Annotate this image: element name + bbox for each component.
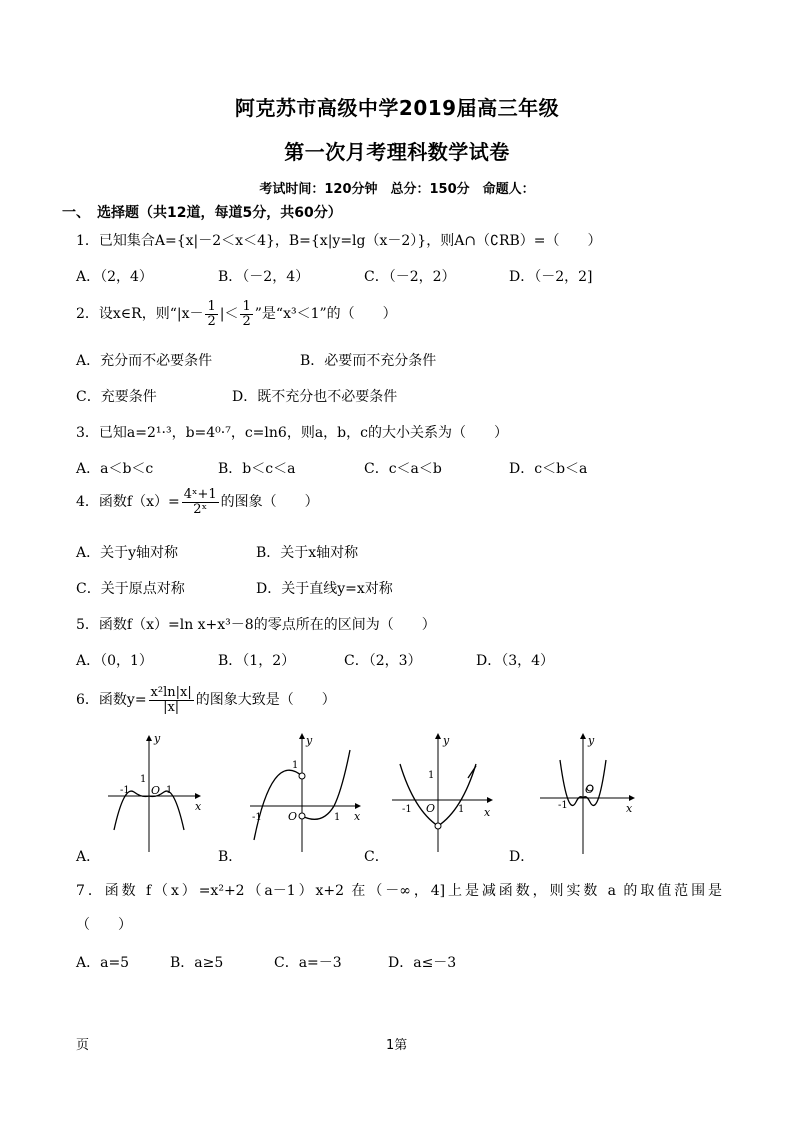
graph-c-y-label: y (443, 734, 450, 747)
graph-b-x-label: x (354, 810, 361, 823)
q7-option-c: C．a=－3 (274, 955, 342, 971)
graph-b-y-one: 1 (292, 760, 299, 771)
q3-option-c: C．c＜a＜b (364, 461, 442, 477)
q4-frac-numerator: 4ˣ+1 (183, 487, 217, 502)
q2-option-d: D．既不充分也不必要条件 (232, 389, 398, 405)
q6-text-pre: 6．函数y= (76, 692, 147, 709)
graph-b-y-label: y (306, 734, 313, 747)
graph-c-x-label: x (484, 806, 491, 819)
q6-option-a: A． (76, 849, 101, 865)
q1-option-b: B．（－2，4） (218, 269, 310, 285)
question-4-stem (76, 488, 319, 516)
graph-a-origin: O (151, 784, 161, 797)
q2-frac2-numerator: 1 (242, 299, 251, 314)
q4-option-d: D．关于直线y=x对称 (256, 581, 393, 597)
question-3-stem: 3．已知a=2¹·³，b=4⁰·⁷，c=ln6，则a，b，c的大小关系为（ ） (76, 425, 508, 441)
q2-fraction-1 (205, 300, 217, 328)
q4-option-b: B．关于x轴对称 (256, 545, 359, 561)
graph-b-origin: O (288, 810, 298, 823)
q2-text-post: ”是“x³＜1”的（ ） (254, 306, 397, 323)
footer-page-number: 1第 (386, 1038, 408, 1053)
q4-fraction (182, 488, 219, 516)
q7-option-b: B．a≥5 (170, 955, 224, 971)
question-5-stem: 5．函数f（x）=ln x+x³－8的零点所在的区间为（ ） (76, 617, 436, 633)
q4-frac-denominator: 2ˣ (193, 501, 208, 517)
graph-d-x-label: x (626, 802, 633, 815)
q5-option-d: D．（3，4） (476, 653, 555, 669)
q6-frac-numerator: x²ln|x| (150, 685, 192, 700)
question-6-stem (76, 686, 336, 714)
q6-fraction (149, 686, 194, 714)
q6-graph-d (530, 730, 640, 855)
exam-subtitle: 第一次月考理科数学试卷 (284, 140, 510, 164)
footer-page-label: 页 (76, 1038, 90, 1053)
question-7-stem-cont: （ ） (76, 917, 132, 933)
q1-option-a: A．（2，4） (76, 269, 153, 285)
q2-frac2-denominator: 2 (242, 313, 251, 329)
q3-option-a: A．a＜b＜c (76, 461, 154, 477)
graph-d-y-label: y (588, 734, 595, 747)
q2-fraction-2 (240, 300, 252, 328)
q2-text-mid: |＜ (219, 306, 239, 323)
q2-frac1-numerator: 1 (207, 299, 216, 314)
q4-option-a: A．关于y轴对称 (76, 545, 179, 561)
q5-option-c: C．（2，3） (344, 653, 422, 669)
exam-info: 考试时间：120分钟 总分：150分 命题人： (259, 182, 535, 197)
graph-a-y-label: y (154, 732, 161, 745)
graph-d-minus-one: -1 (558, 800, 568, 811)
graph-b-minus-one: -1 (252, 812, 262, 823)
question-2-stem (76, 300, 397, 328)
q7-option-a: A．a=5 (76, 955, 130, 971)
graph-b-one: 1 (334, 812, 341, 823)
q1-option-d: D．（－2，2] (509, 269, 593, 285)
section-heading: 一、 选择题（共12道，每道5分，共60分） (62, 205, 342, 221)
q6-graph-a (100, 730, 210, 855)
q6-graph-c (388, 730, 498, 855)
graph-c-minus-one: -1 (402, 804, 412, 815)
graph-c-origin: O (426, 802, 436, 815)
graph-d-origin: O (585, 783, 595, 796)
question-1-stem: 1．已知集合A={x|－2＜x＜4}，B={x|y=lg（x－2）}，则A∩（∁RB）=（ ） (76, 233, 602, 249)
q2-option-a: A．充分而不必要条件 (76, 353, 213, 369)
q1-option-c: C．（－2，2） (364, 269, 456, 285)
q4-text-post: 的图象（ ） (220, 494, 319, 511)
q6-option-c: C． (364, 849, 389, 865)
q2-frac1-denominator: 2 (207, 313, 216, 329)
q4-text-pre: 4．函数f（x）= (76, 494, 180, 511)
graph-c-one: 1 (458, 804, 465, 815)
q3-option-b: B．b＜c＜a (218, 461, 296, 477)
q6-frac-denominator: |x| (163, 699, 180, 715)
q5-option-a: A．（0，1） (76, 653, 153, 669)
graph-a-y-one: 1 (140, 774, 147, 785)
q2-option-c: C．充要条件 (76, 389, 157, 405)
q6-text-post: 的图象大致是（ ） (195, 692, 336, 709)
q7-option-d: D．a≤－3 (388, 955, 457, 971)
question-7-stem: 7．函数 f（x）=x²+2（a－1）x+2 在（－∞，4]上是减函数，则实数 a 的取值范围是 (76, 883, 722, 899)
q6-graph-b (246, 730, 366, 855)
q4-option-c: C．关于原点对称 (76, 581, 185, 597)
graph-c-y-one: 1 (428, 770, 435, 781)
q6-option-d: D． (509, 849, 535, 865)
q5-option-b: B．（1，2） (218, 653, 296, 669)
q2-option-b: B．必要而不充分条件 (300, 353, 437, 369)
q2-text-pre: 2．设x∈R，则“|x－ (76, 306, 204, 323)
graph-a-one: 1 (166, 785, 173, 796)
graph-a-x-label: x (195, 800, 202, 813)
graph-a-minus-one: -1 (120, 785, 130, 796)
q3-option-d: D．c＜b＜a (509, 461, 588, 477)
q6-option-b: B． (218, 849, 243, 865)
exam-title: 阿克苏市高级中学2019届高三年级 (234, 96, 560, 120)
